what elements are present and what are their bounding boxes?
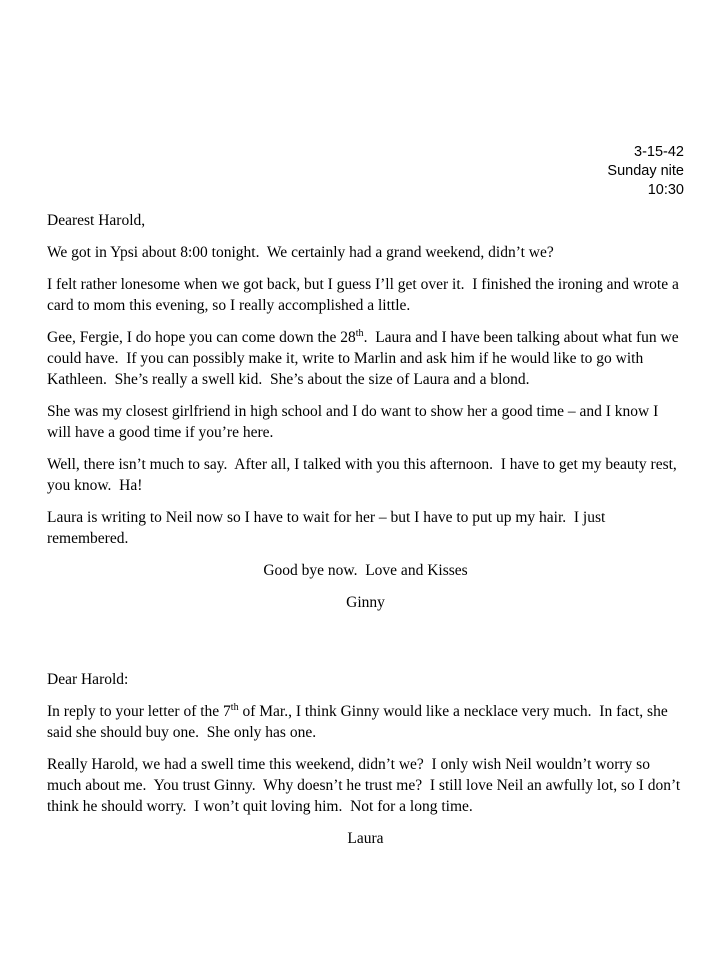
closing-ginny: Good bye now. Love and Kisses <box>263 562 468 579</box>
date-line: 3-15-42 <box>634 144 684 160</box>
salutation-laura: Dear Harold: <box>47 671 129 688</box>
paragraph-fergie <box>47 327 684 390</box>
date-block <box>47 143 684 200</box>
paragraph-necklace-post: of Mar., I think Ginny would like a necklace very much. In fact, she said she should buy one. She only has one. <box>47 703 672 741</box>
paragraph-beauty-rest: Well, there isn’t much to say. After all, I talked with you this afternoon. I have to get my beauty rest, you know. Ha! <box>47 456 681 494</box>
time-line: 10:30 <box>647 182 684 198</box>
paragraph-fergie-pre: Gee, Fergie, I do hope you can come down the 28 <box>47 329 356 346</box>
paragraph-neil-worry: Really Harold, we had a swell time this weekend, didn’t we? I only wish Neil wouldn’t worry so much about me. You trust Ginny. Why doesn’t he trust me? I still love Neil an awfully lot, so I don’t think he should worry. I won’t quit loving him. Not for a long time. <box>47 756 685 815</box>
signature-laura: Laura <box>347 830 384 847</box>
day-line: Sunday nite <box>607 163 684 179</box>
paragraph-lonesome: I felt rather lonesome when we got back, but I guess I’ll get over it. I finished the ironing and wrote a card to mom this evening, so I really accomplished a little. <box>47 276 683 314</box>
paragraph-necklace-pre: In reply to your letter of the 7 <box>47 703 231 720</box>
letter-separator-gap <box>47 624 684 669</box>
letter-ginny <box>47 210 684 613</box>
salutation-ginny: Dearest Harold, <box>47 212 146 229</box>
signature-ginny: Ginny <box>346 594 385 611</box>
paragraph-necklace <box>47 701 684 743</box>
paragraph-girlfriend: She was my closest girlfriend in high school and I do want to show her a good time – and I know I will have a good time if you’re here. <box>47 403 663 441</box>
letter-laura <box>47 669 684 849</box>
ordinal-superscript-28th: th <box>355 327 364 339</box>
paragraph-ypsi: We got in Ypsi about 8:00 tonight. We certainly had a grand weekend, didn’t we? <box>47 244 554 261</box>
ordinal-superscript-7th: th <box>230 701 239 713</box>
paragraph-fergie-post: . Laura and I have been talking about what fun we could have. If you can possibly make it, write to Marlin and ask him if he would like to go with Kathleen. She’s really a swell kid. She’s about the size of Laura and a blond. <box>47 329 683 388</box>
paragraph-hair: Laura is writing to Neil now so I have to wait for her – but I have to put up my hair. I just remembered. <box>47 509 610 547</box>
